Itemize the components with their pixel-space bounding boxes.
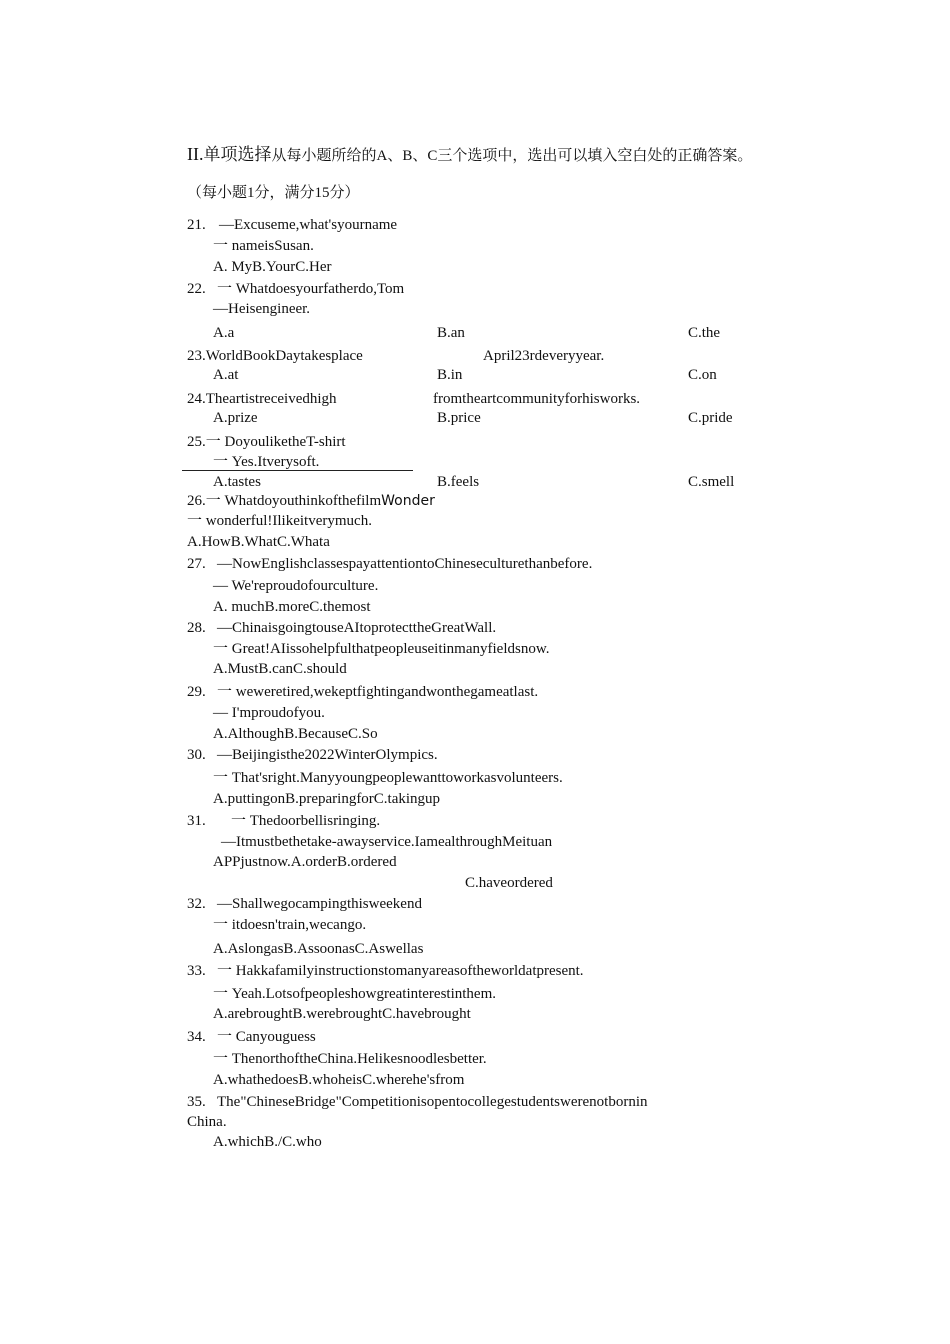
part-number: II. [187,144,204,164]
question-24-option-a: A.prize [213,410,258,426]
question-22-option-b: B.an [437,325,465,341]
question-34-line2: 一 ThenorthoftheChina.Helikesnoodlesbetter. [213,1051,487,1067]
question-21-number: 21. [187,217,206,233]
question-22-option-a: A.a [213,325,235,341]
question-30-line1: —Beijingisthe2022WinterOlympics. [217,747,438,763]
question-24-stem-b: fromtheartcommunityforhisworks. [433,391,641,407]
question-34-number: 34. [187,1029,206,1045]
question-33-number: 33. [187,963,206,979]
question-35-options: A.whichB./C.who [213,1134,322,1150]
question-22-line2: —Heisengineer. [213,301,311,317]
question-22-line1: 一 Whatdoesyourfatherdo,Tom [217,281,405,297]
question-31-line1: 一 Thedoorbellisringing. [231,813,381,829]
question-31-option-c: C.haveordered [465,875,553,891]
question-26-stem: 26.一 Whatdoyouthinkofthefilm [187,493,382,509]
question-25-option-c: C.smell [688,474,735,490]
question-23-option-c: C.on [688,367,717,383]
question-24-stem-a: 24.Theartistreceivedhigh [187,391,337,407]
question-33-options: A.arebroughtB.werebroughtC.havebrought [213,1006,471,1022]
section-heading [187,145,752,165]
question-26-line1 [187,492,435,510]
question-35-number: 35. [187,1094,206,1110]
question-24-option-c: C.pride [688,410,733,426]
question-21-line2: 一 nameisSusan. [213,238,314,254]
question-28-line2: 一 Great!AIissohelpfulthatpeopleuseitinmanyfieldsnow. [213,641,550,657]
question-29-options: A.AlthoughB.BecauseC.So [213,726,378,742]
question-25-option-a: A.tastes [213,474,261,490]
question-27-line1: —NowEnglishclassespayattentiontoChineseculturethanbefore. [217,556,593,572]
question-21-options: A. MyB.YourC.Her [213,259,332,275]
answer-blank-line [182,470,413,471]
question-32-line1: —Shallwegocampingthisweekend [217,896,422,912]
question-31-number: 31. [187,813,206,829]
instruction: 从每小题所给的A、B、C三个选项中，选出可以填入空白处的正确答案。 [271,148,753,164]
question-34-options: A.whathedoesB.whoheisC.wherehe'sfrom [213,1072,465,1088]
question-21-line1: —Excuseme,what'syourname [219,217,398,233]
question-33-line1: 一 Hakkafamilyinstructionstomanyareasoftheworldatpresent. [217,963,584,979]
question-23-stem-b: April23rdeveryyear. [483,348,605,364]
question-33-line2: 一 Yeah.Lotsofpeopleshowgreatinterestinthem. [213,986,497,1002]
question-26-options: A.HowB.WhatC.Whata [187,534,330,550]
question-25-option-b: B.feels [437,474,480,490]
question-24-option-b: B.price [437,410,481,426]
question-35-line1: The"ChineseBridge"Competitionisopentocollegestudentswerenotbornin [217,1094,648,1110]
question-34-line1: 一 Canyouguess [217,1029,316,1045]
question-26-line2: 一 wonderful!Ilikeitverymuch. [187,513,372,529]
question-27-line2: — We'reproudofourculture. [213,578,379,594]
question-28-line1: —ChinaisgoingtouseAItoprotecttheGreatWall. [217,620,497,636]
question-25-line2: 一 Yes.Itverysoft. [213,454,320,470]
question-23-stem-a: 23.WorldBookDaytakesplace [187,348,363,364]
question-23-option-b: B.in [437,367,463,383]
question-30-options: A.puttingonB.preparingforC.takingup [213,791,441,807]
question-29-number: 29. [187,684,206,700]
question-23-option-a: A.at [213,367,239,383]
question-22-number: 22. [187,281,206,297]
question-28-options: A.MustB.canC.should [213,661,347,677]
film-title: Wonder [381,493,435,509]
question-30-number: 30. [187,747,206,763]
question-25-line1: 25.一 DoyouliketheT-shirt [187,434,346,450]
question-31-line3: APPjustnow.A.orderB.ordered [213,854,397,870]
question-27-options: A. muchB.moreC.themost [213,599,371,615]
question-35-line2: China. [187,1114,227,1130]
part-title: 单项选择 [203,145,272,165]
question-29-line2: — I'mproudofyou. [213,705,325,721]
question-32-options: A.AslongasB.AssoonasC.Aswellas [213,941,424,957]
question-30-line2: 一 That'sright.Manyyoungpeoplewanttoworkasvolunteers. [213,770,563,786]
question-32-line2: 一 itdoesn'train,wecango. [213,917,367,933]
question-27-number: 27. [187,556,206,572]
question-31-line2: —Itmustbethetake-awayservice.IamealthroughMeituan [221,834,553,850]
question-29-line1: 一 weweretired,wekeptfightingandwonthegameatlast. [217,684,539,700]
question-32-number: 32. [187,896,206,912]
question-22-option-c: C.the [688,325,721,341]
scoring-note: （每小题1分，满分15分） [187,185,360,201]
question-28-number: 28. [187,620,206,636]
